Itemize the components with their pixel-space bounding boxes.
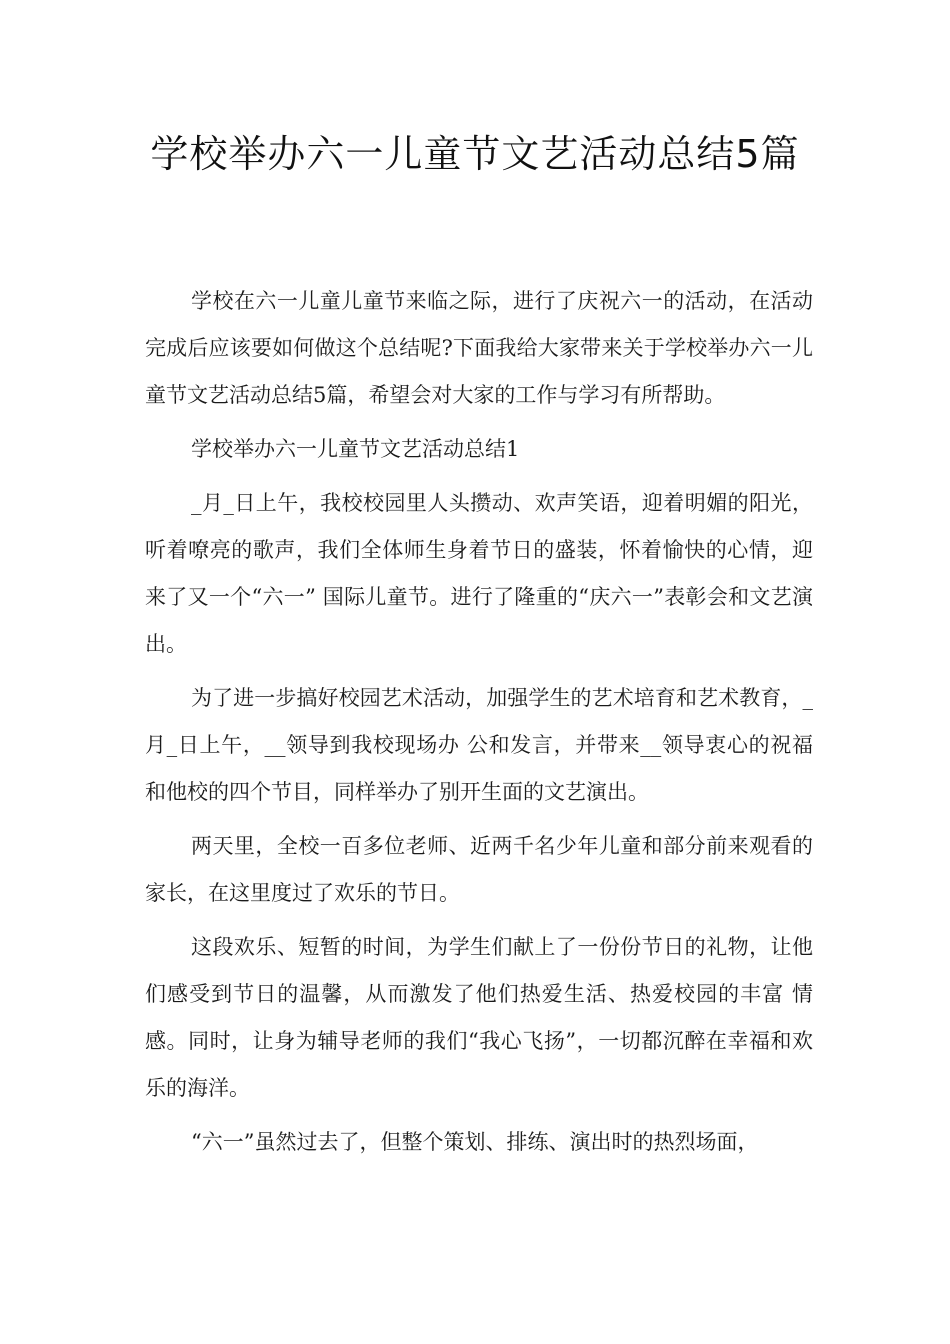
intro-paragraph: 学校在六一儿童儿童节来临之际，进行了庆祝六一的活动，在活动完成后应该要如何做这个总结呢?下面我给大家带来关于学校举办六一儿童节文艺活动总结5篇，希望会对大家的工作与学习有所帮助。	[145, 289, 813, 407]
body-paragraph: “六一”虽然过去了，但整个策划、排练、演出时的热烈场面，	[191, 1130, 759, 1154]
body-paragraph: 这段欢乐、短暂的时间，为学生们献上了一份份节日的礼物，让他们感受到节日的温馨，从而激发了他们热爱生活、热爱校园的丰富 情感。同时，让身为辅导老师的我们“我心飞扬”，一切都沉醉在幸福和欢乐的海洋。	[145, 935, 813, 1100]
body-paragraph: _月_日上午，我校校园里人头攒动、欢声笑语，迎着明媚的阳光，听着嘹亮的歌声，我们全体师生身着节日的盛装，怀着愉快的心情，迎来了又一个“六一” 国际儿童节。进行了隆重的“庆六一”表彰会和文艺演出。	[145, 491, 813, 656]
document-body	[145, 278, 813, 1173]
section-heading: 学校举办六一儿童节文艺活动总结1	[191, 437, 520, 461]
document-title: 学校举办六一儿童节文艺活动总结5篇	[150, 132, 800, 176]
body-paragraph: 为了进一步搞好校园艺术活动，加强学生的艺术培育和艺术教育，_月_日上午，__领导到我校现场办 公和发言，并带来__领导衷心的祝福和他校的四个节目，同样举办了别开生面的文艺演出。	[145, 686, 813, 804]
body-paragraph: 两天里，全校一百多位老师、近两千名少年儿童和部分前来观看的家长，在这里度过了欢乐的节日。	[145, 834, 813, 905]
